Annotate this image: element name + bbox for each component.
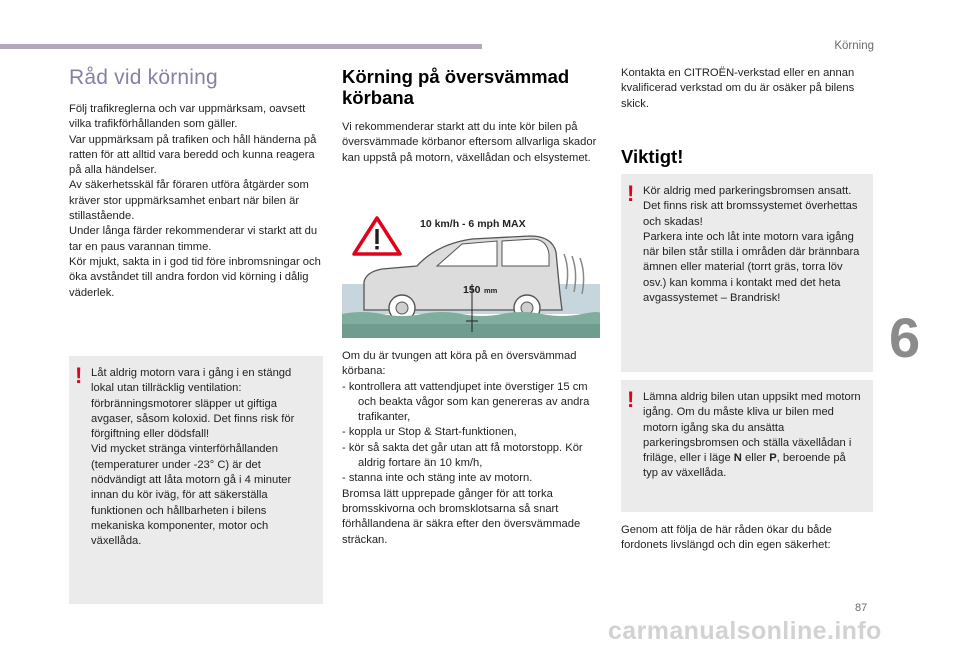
flooded-intro: Vi rekommenderar starkt att du inte kör bilen på översvämmade körbanor eftersom allvarliga skador kan uppstå på motorn, växellådan och elsystemet. <box>342 121 597 164</box>
warning-box-unattended-car <box>621 380 873 512</box>
warning-box-engine-ventilation <box>69 356 323 604</box>
forced-intro: Om du är tvungen att köra på en översvämmad körbana: <box>342 350 577 378</box>
closing-block <box>621 523 873 554</box>
warning-text-part: , beroende på typ av växellåda. <box>643 452 846 480</box>
advice-title: Råd vid körning <box>69 66 218 89</box>
flooded-road-illustration <box>342 214 600 342</box>
flooded-instructions <box>342 349 600 548</box>
column-driving-advice <box>69 66 324 301</box>
warning-text-part: eller <box>741 452 770 465</box>
flooded-title: Körning på översvämmad körbana <box>342 66 570 108</box>
contact-text: Kontakta en CITROËN-verkstad eller en annan kvalificerad verkstad om du är osäker på bilens skick. <box>621 67 855 110</box>
water-depth-value: 150 <box>463 284 481 296</box>
list-item: - kontrollera att vattendjupet inte överstiger 15 cm och beakta vågor som kan genereras av andra trafikanter, <box>342 380 590 424</box>
warning-icon: ! <box>75 363 83 388</box>
important-title: Viktigt! <box>621 145 684 167</box>
column-important <box>621 66 873 184</box>
watermark: carmanualsonline.info <box>608 617 882 645</box>
warning-text-part: Lämna aldrig bilen utan uppsikt med motorn igång. Om du måste kliva ur bilen med motorn igång ska du ansätta parkeringsbromsen och ställa växellådan i friläge, eller i läge <box>643 391 861 465</box>
list-item: - kör så sakta det går utan att få motorstopp. Kör aldrig fortare än 10 km/h, <box>342 441 583 470</box>
gear-p-label: P <box>769 452 777 465</box>
warning-icon: ! <box>627 181 635 206</box>
flooded-closing: Bromsa lätt upprepade gånger för att torka bromsskivorna och bromsklotsarna så snart förhållandena är säkra efter den översvämmade sträckan. <box>342 487 581 546</box>
chapter-number: 6 <box>889 306 921 369</box>
header-rule <box>0 44 482 49</box>
speed-limit-label: 10 km/h - 6 mph MAX <box>420 218 526 230</box>
closing-text: Genom att följa de här råden ökar du både fordonets livslängd och din egen säkerhet: <box>621 524 832 552</box>
column-flooded-road <box>342 66 600 166</box>
warning-icon: ! <box>627 387 635 412</box>
page-number: 87 <box>855 602 868 614</box>
section-label: Körning <box>834 40 874 52</box>
list-item: - stanna inte och stäng inte av motorn. <box>342 472 533 485</box>
advice-body: Följ trafikreglerna och var uppmärksam, oavsett vilka trafikförhållanden som gäller. Var uppmärksam på trafiken och håll händerna på ratten för att alltid vara beredd och kunna reagera på alla händelser. Av säkerhetsskäl får föraren utföra åtgärder som kräver stor uppmärksamhet enbart när bilen är stillastående. Under långa färder rekommenderar vi starkt att du tar en paus varannan timme. Kör mjukt, sakta in i god tid före inbromsningar och öka avståndet till andra fordon vid körning i dålig väderlek. <box>69 103 321 299</box>
warning-box-parking-brake <box>621 174 873 372</box>
warning-text: Låt aldrig motorn vara i gång i en stängd lokal utan tillräcklig ventilation: förbränningsmotorer släpper ut giftiga avgaser, såsom koloxid. Det finns risk för förgiftning eller dödsfall! Vid mycket stränga vinterförhållanden (temperaturer under -23° C) är det nödvändigt att låta motorn gå i 4 minuter innan du kör iväg, för att säkerställa funktionen och hållbarheten i bilens mekaniska komponenter, motor och växellåda. <box>91 367 295 548</box>
gear-n-label: N <box>733 452 742 465</box>
water-depth-unit: mm <box>484 286 498 295</box>
list-item: - koppla ur Stop & Start-funktionen, <box>342 426 517 439</box>
warning-text <box>643 390 861 482</box>
warning-text: Kör aldrig med parkeringsbromsen ansatt. Det finns risk att bromssystemet överhettas och skadas! Parkera inte och låt inte motorn vara igång när bilen står stilla i områden där brännbara ämnen eller material (torrt gräs, torra löv osv.) kan komma i kontakt med det heta avgassystemet – Brandrisk! <box>643 185 860 305</box>
